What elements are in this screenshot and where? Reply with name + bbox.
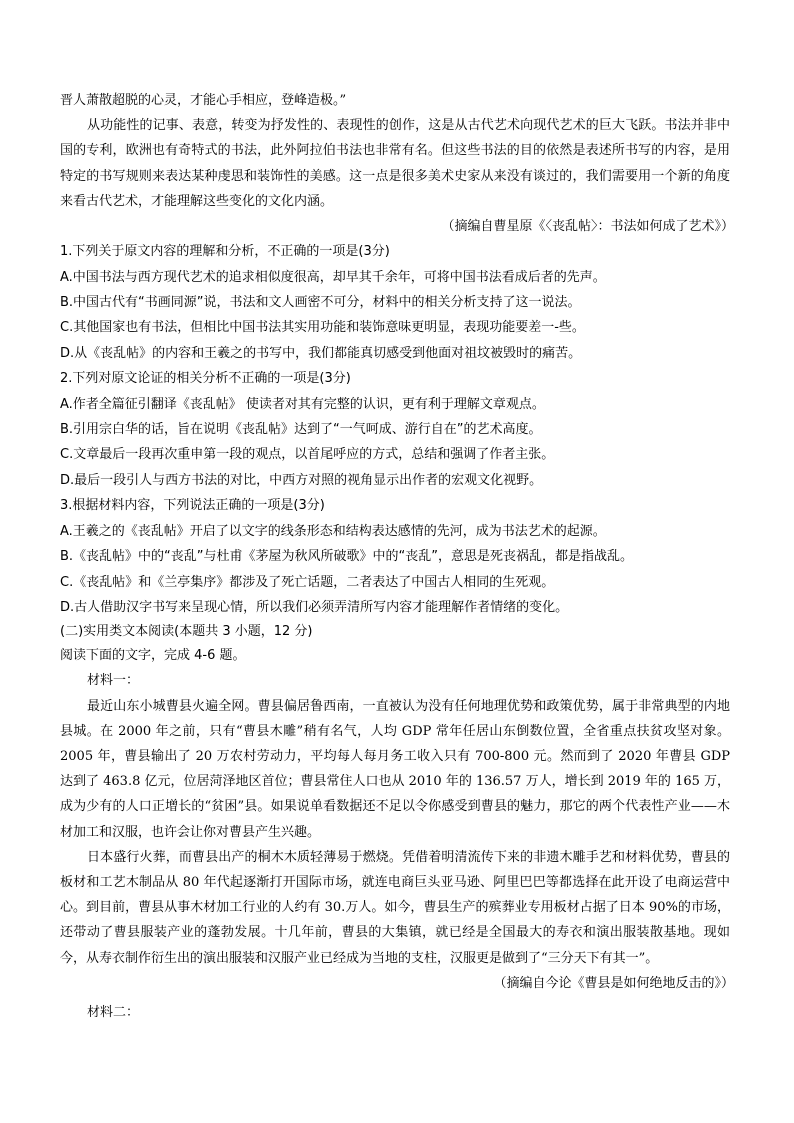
material-source: （摘编自今论《曹县是如何绝地反击的》） — [493, 975, 734, 991]
question-option: C.文章最后一段再次重申第一段的观点，以首尾呼应的方式，总结和强调了作者主张。 — [60, 447, 555, 463]
question-option: C.《丧乱帖》和《兰亭集序》都涉及了死亡话题，二者表达了中国古人相同的生死观。 — [60, 574, 555, 590]
question-option: A.作者全篇征引翻译《丧乱帖》 使读者对其有完整的认识，更有利于理解文章观点。 — [60, 396, 545, 412]
question-option: D.最后一段引人与西方书法的对比，中西方对照的视角显示出作者的宏观文化视野。 — [60, 472, 543, 488]
material-label: 材料一： — [87, 673, 140, 689]
question-option: B.引用宗白华的话，旨在说明《丧乱帖》达到了“一气呵成、游行自在”的艺术高度。 — [60, 422, 542, 438]
question-option: A.中国书法与西方现代艺术的追求相似度很高，却早其千余年，可将中国书法看成后者的先声。 — [60, 269, 606, 285]
passage-line: 晋人萧散超脱的心灵，才能心手相应，登峰造极。” — [60, 93, 347, 108]
question-option: D.从《丧乱帖》的内容和王羲之的书写中，我们都能真切感受到他面对祖坟被毁时的痛苦。 — [60, 345, 582, 361]
question-stem: 1.下列关于原文内容的理解和分析，不正确的一项是(3分) — [60, 244, 390, 260]
section-title: (二)实用类文本阅读(本题共 3 小题，12 分) — [60, 624, 313, 640]
question-3 — [60, 493, 730, 620]
question-1 — [60, 239, 730, 366]
material-label: 材料二： — [87, 1004, 140, 1020]
passage-source: （摘编自曹星原《〈丧乱帖〉：书法如何成了艺术》） — [441, 219, 734, 235]
question-stem: 2.下列对原文论证的相关分析不正确的一项是(3分) — [60, 371, 351, 387]
question-2 — [60, 366, 730, 493]
question-option: B.中国古代有“书画同源”说，书法和文人画密不可分，材料中的相关分析支持了这一说法。 — [60, 295, 581, 311]
section-instruction: 阅读下面的文字，完成 4-6 题。 — [60, 648, 246, 664]
question-option: D.古人借助汉字书写来呈现心情，所以我们必须弄清所写内容才能理解作者情绪的变化。 — [60, 599, 569, 615]
question-option: A.王羲之的《丧乱帖》开启了以文字的线条形态和结构表达感情的先河，成为书法艺术的起源。 — [60, 523, 606, 539]
passage-paragraph: 从功能性的记事、表意，转变为抒发性的、表现性的创作，这是从古代艺术向现代艺术的巨大飞跃。书法并非中国的专利，欧洲也有奇特式的书法，此外阿拉伯书法也非常有名。但这些书法的目的依然是表述所书写的内容，是用特定的书写规则来表达某种虔思和装饰性的美感。这一点是很多美术史家从来没有谈过的，我们需要用一个新的角度来看古代艺术，才能理解这些变化的文化内涵。 — [60, 118, 730, 209]
question-option: B.《丧乱帖》中的“丧乱”与杜甫《茅屋为秋风所破歌》中的“丧乱”，意思是死丧祸乱，都是指战乱。 — [60, 549, 633, 565]
material-paragraph: 最近山东小城曹县火遍全网。曹县偏居鲁西南，一直被认为没有任何地理优势和政策优势，属于非常典型的内地县城。在 2000 年之前，只有“曹县木雕”稍有名气，人均 GDP 常年任居山东倒数位置，全省重点扶贫攻坚对象。2005 年，曹县输出了 20 万农村劳动力，平均每人每月务工收入只有 700-800 元。然而到了 2020 年曹县 GDP 达到了 463.8 亿元，位居菏泽地区首位；曹县常住人口也从 2010 年的 136.57 万人，增长到 2019 年的 165 万，成为少有的人口正增长的“贫困”县。如果说单看数据还不足以令你感受到曹县的魅力，那它的两个代表性产业——木材加工和汉服，也许会让你对曹县产生兴趣。 — [60, 698, 731, 840]
question-stem: 3.根据材料内容，下列说法正确的一项是(3分) — [60, 498, 325, 514]
material-paragraph: 日本盛行火葬，而曹县出产的桐木木质轻薄易于燃烧。凭借着明清流传下来的非遗木雕手艺和材料优势，曹县的板材和工艺木制品从 80 年代起逐渐打开国际市场，就连电商巨头亚马逊、阿里巴巴等都选择在此开设了电商运营中心。到目前，曹县从事木材加工行业的人约有 30.万人。如今，曹县生产的殡葬业专用板材占据了日本 90%的市场，还带动了曹县服装产业的蓬勃发展。十几年前，曹县的大集镇，就已经是全国最大的寿衣和演出服装散基地。现如今，从寿衣制作衍生出的演出服装和汉服产业已经成为当地的支柱，汉服更是做到了“三分天下有其一”。 — [60, 849, 730, 966]
question-option: C.其他国家也有书法，但相比中国书法其实用功能和装饰意味更明显，表现功能要差一-些。 — [60, 320, 585, 336]
